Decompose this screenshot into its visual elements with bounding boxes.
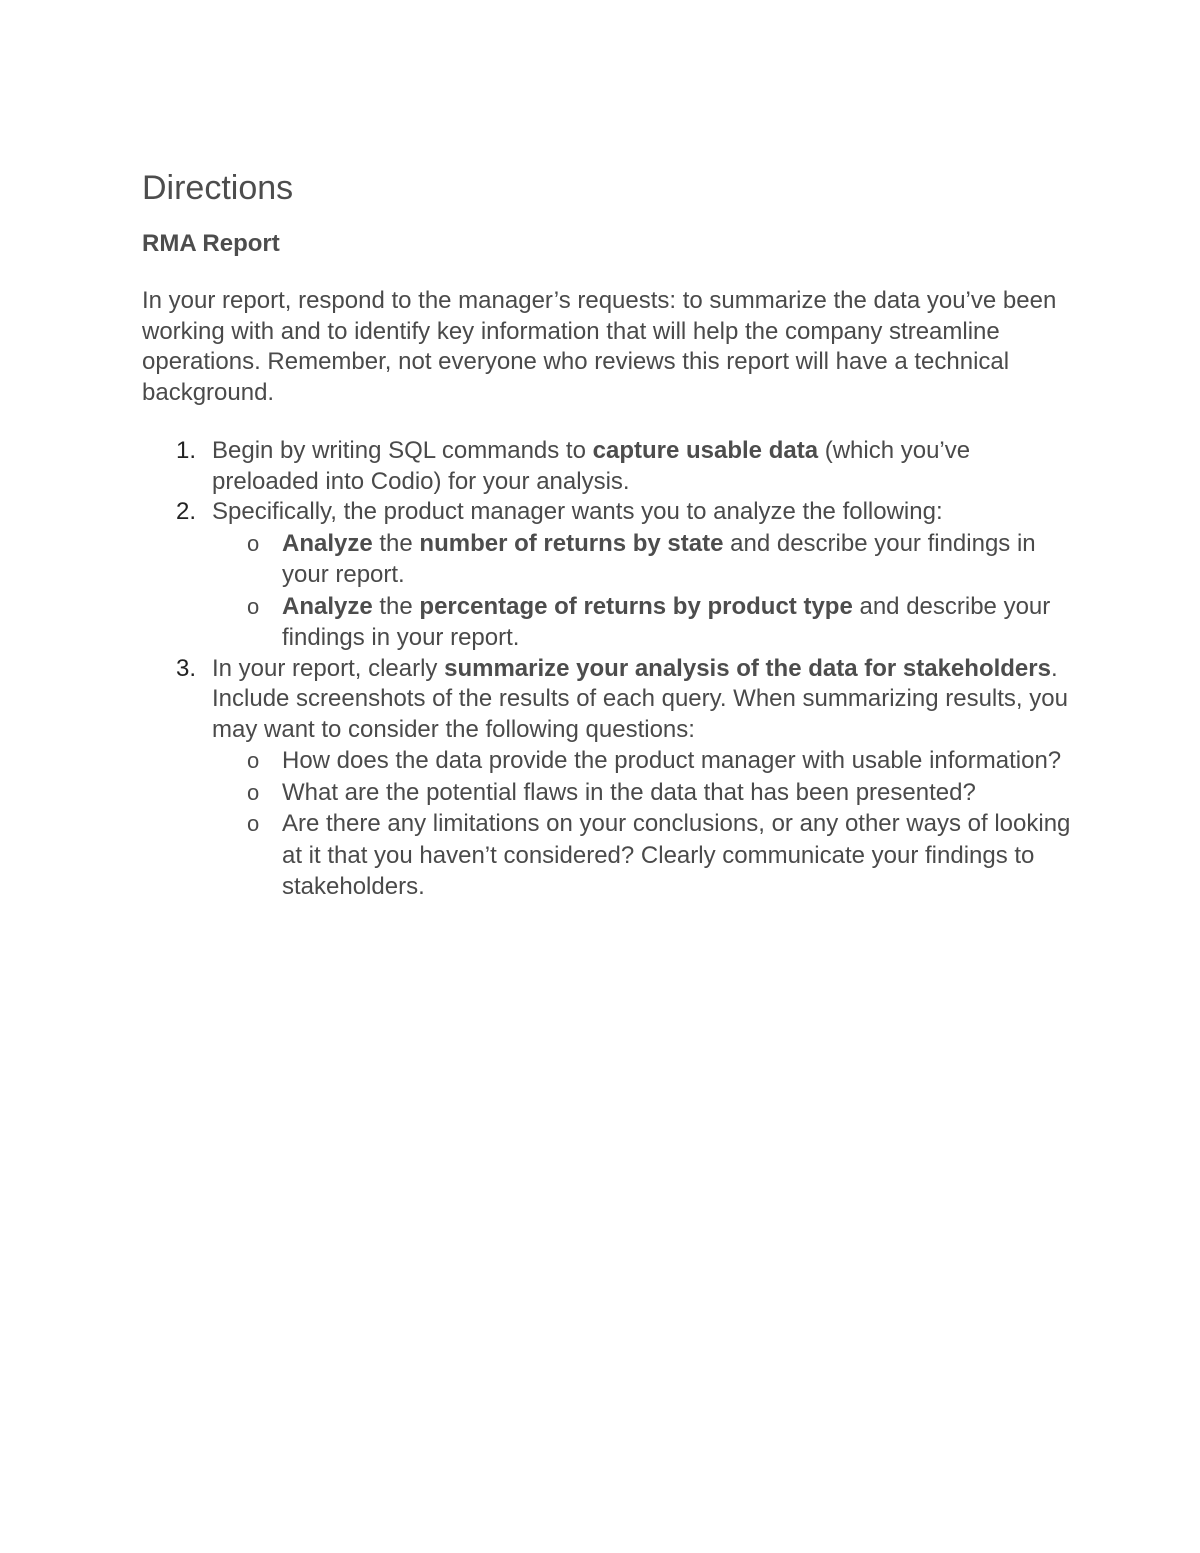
bullet-icon: o: [247, 779, 260, 805]
step-item-2: [142, 497, 1072, 654]
sub-item-text: How does the data provide the product manager with usable information?: [282, 747, 1062, 774]
intro-paragraph: In your report, respond to the manager’s requests: to summarize the data you’ve been working with and to identify key information that will help the company streamline operations. Remember, not everyone who reviews this report will have a technical background.: [142, 287, 1057, 406]
sub-item: [212, 528, 1072, 591]
bullet-icon: o: [247, 530, 260, 556]
sub-item-text: and describe your findings in your report.: [282, 529, 1036, 588]
step-item-3: [142, 654, 1072, 903]
sub-item-bold: Analyze: [282, 529, 373, 557]
step-text: Begin by writing SQL commands to: [212, 437, 593, 464]
sub-item-bold: Analyze: [282, 592, 373, 620]
sub-item-bold: percentage of returns by product type: [419, 592, 853, 620]
sub-list: [212, 528, 1072, 654]
sub-item: [212, 591, 1072, 654]
step-number: 3.: [176, 654, 197, 682]
sub-item-text: the: [372, 529, 420, 557]
sub-item: [212, 808, 1072, 903]
step-number: 2.: [176, 498, 197, 525]
step-text: (which you’ve preloaded into Codio) for your analysis.: [212, 437, 971, 495]
steps-list: [142, 436, 1072, 903]
step-text: Specifically, the product manager wants you to analyze the following:: [212, 498, 943, 525]
step-item-1: [142, 436, 1072, 497]
bullet-icon: o: [247, 811, 260, 836]
sub-item: [212, 777, 1072, 809]
step-text: In your report, clearly: [212, 654, 445, 682]
step-text: . Include screenshots of the results of each query. When summarizing results, you may want to consider the following questions:: [212, 654, 1068, 743]
bullet-icon: o: [247, 593, 260, 619]
sub-item-text: the: [372, 592, 420, 620]
sub-item: [212, 745, 1072, 777]
document-content: [142, 166, 1072, 903]
sub-item-text: What are the potential flaws in the data that has been presented?: [282, 778, 976, 806]
document-title: Directions: [142, 169, 294, 207]
step-number: 1.: [176, 437, 197, 464]
sub-item-bold: number of returns by state: [419, 529, 724, 557]
sub-item-text: and describe your findings in your report.: [282, 592, 1051, 651]
step-bold-text: capture usable data: [592, 437, 819, 464]
sub-list: [212, 745, 1072, 903]
document-subtitle: RMA Report: [142, 230, 280, 257]
bullet-icon: o: [247, 748, 260, 773]
sub-item-text: Are there any limitations on your conclusions, or any other ways of looking at it that you haven’t considered? Clearly communicate your findings to stakeholders.: [282, 810, 1071, 900]
step-bold-text: summarize your analysis of the data for stakeholders: [444, 654, 1051, 682]
